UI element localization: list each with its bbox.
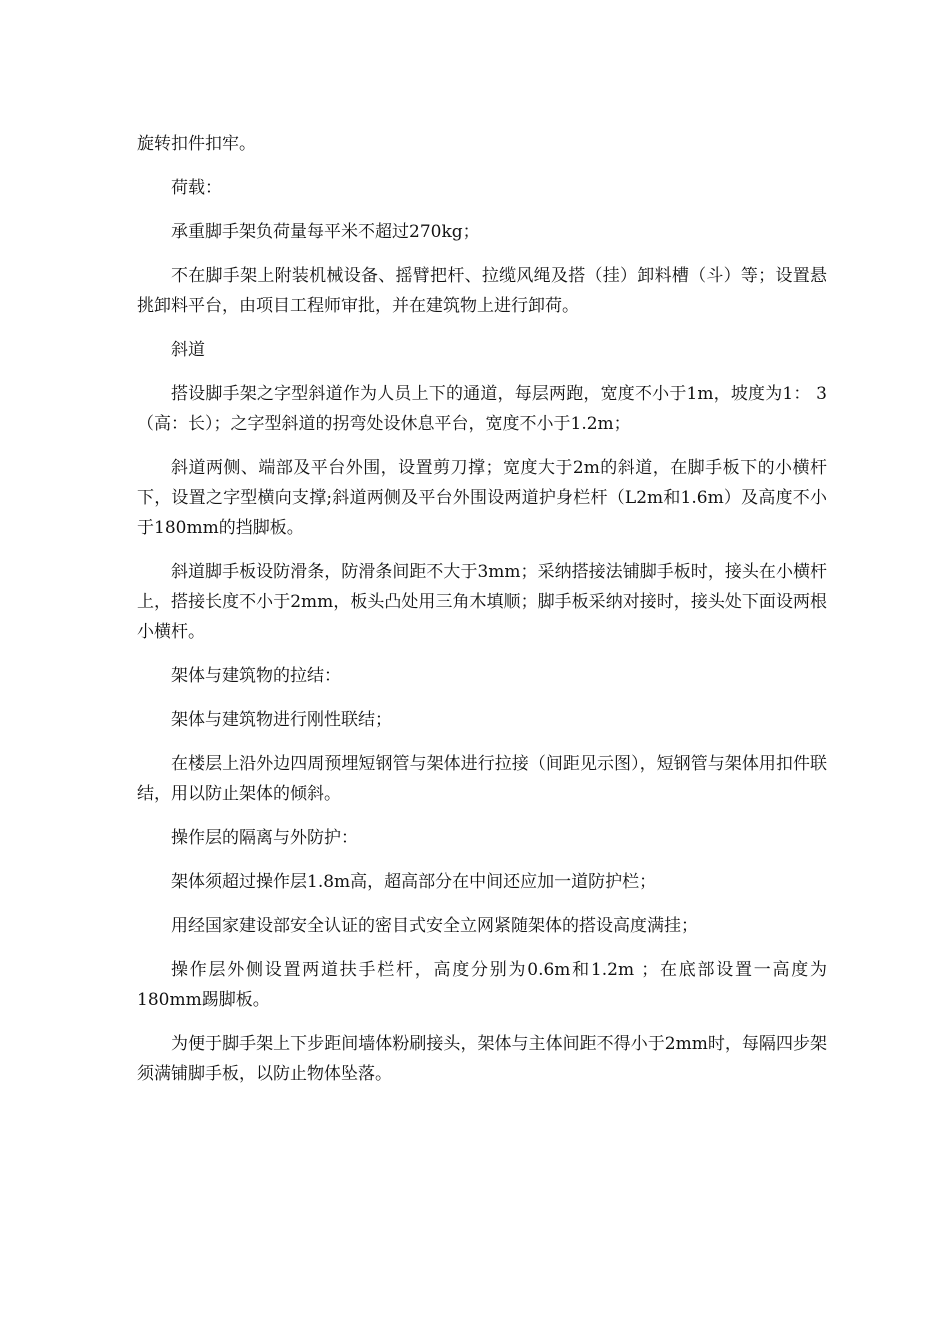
paragraph-load-limit: 承重脚手架负荷量每平米不超过270kg； xyxy=(171,222,480,242)
paragraph-ramp-boards: 斜道脚手板设防滑条，防滑条间距不大于3mm；采纳搭接法铺脚手板时，接头在小横杆上，搭接长度不小于2mm，板头凸处用三角木填顺；脚手板采纳对接时，接头处下面设两根小横杆。 xyxy=(137,562,827,642)
paragraph-handrails: 操作层外侧设置两道扶手栏杆，高度分别为0.6m和1.2m ；在底部设置一高度为180mm踢脚板。 xyxy=(137,960,827,1010)
heading-ramp: 斜道 xyxy=(171,340,205,360)
paragraph-embedded-pipes: 在楼层上沿外边四周预埋短钢管与架体进行拉接（间距见示图），短钢管与架体用扣件联结，用以防止架体的倾斜。 xyxy=(137,754,827,804)
heading-isolation-protection: 操作层的隔离与外防护： xyxy=(171,828,358,848)
paragraph-ramp-bracing: 斜道两侧、端部及平台外围，设置剪刀撑；宽度大于2m的斜道，在脚手板下的小横杆下，设置之字型横向支撑;斜道两侧及平台外围设两道护身栏杆（L2m和1.6m）及高度不小于180mm的挡脚板。 xyxy=(137,458,827,538)
paragraph-full-boarding: 为便于脚手架上下步距间墙体粉刷接头，架体与主体间距不得小于2mm时，每隔四步架须满铺脚手板，以防止物体坠落。 xyxy=(137,1034,827,1084)
paragraph-continuation: 旋转扣件扣牢。 xyxy=(137,134,256,154)
document-body xyxy=(137,129,827,1103)
paragraph-rigid-connection: 架体与建筑物进行刚性联结； xyxy=(171,710,392,730)
paragraph-safety-net: 用经国家建设部安全认证的密目式安全立网紧随架体的搭设高度满挂； xyxy=(171,916,698,936)
heading-tie-in: 架体与建筑物的拉结： xyxy=(171,666,341,686)
paragraph-height-rail: 架体须超过操作层1.8m高，超高部分在中间还应加一道防护栏； xyxy=(171,872,657,892)
heading-load: 荷载： xyxy=(171,178,222,198)
paragraph-ramp-setup: 搭设脚手架之字型斜道作为人员上下的通道，每层两跑，宽度不小于1m，坡度为1： 3（高：长）；之字型斜道的拐弯处设休息平台，宽度不小于1.2m； xyxy=(137,384,827,434)
paragraph-load-restrictions: 不在脚手架上附装机械设备、摇臂把杆、拉缆风绳及搭（挂）卸料槽（斗）等；设置悬挑卸料平台，由项目工程师审批，并在建筑物上进行卸荷。 xyxy=(137,266,827,316)
